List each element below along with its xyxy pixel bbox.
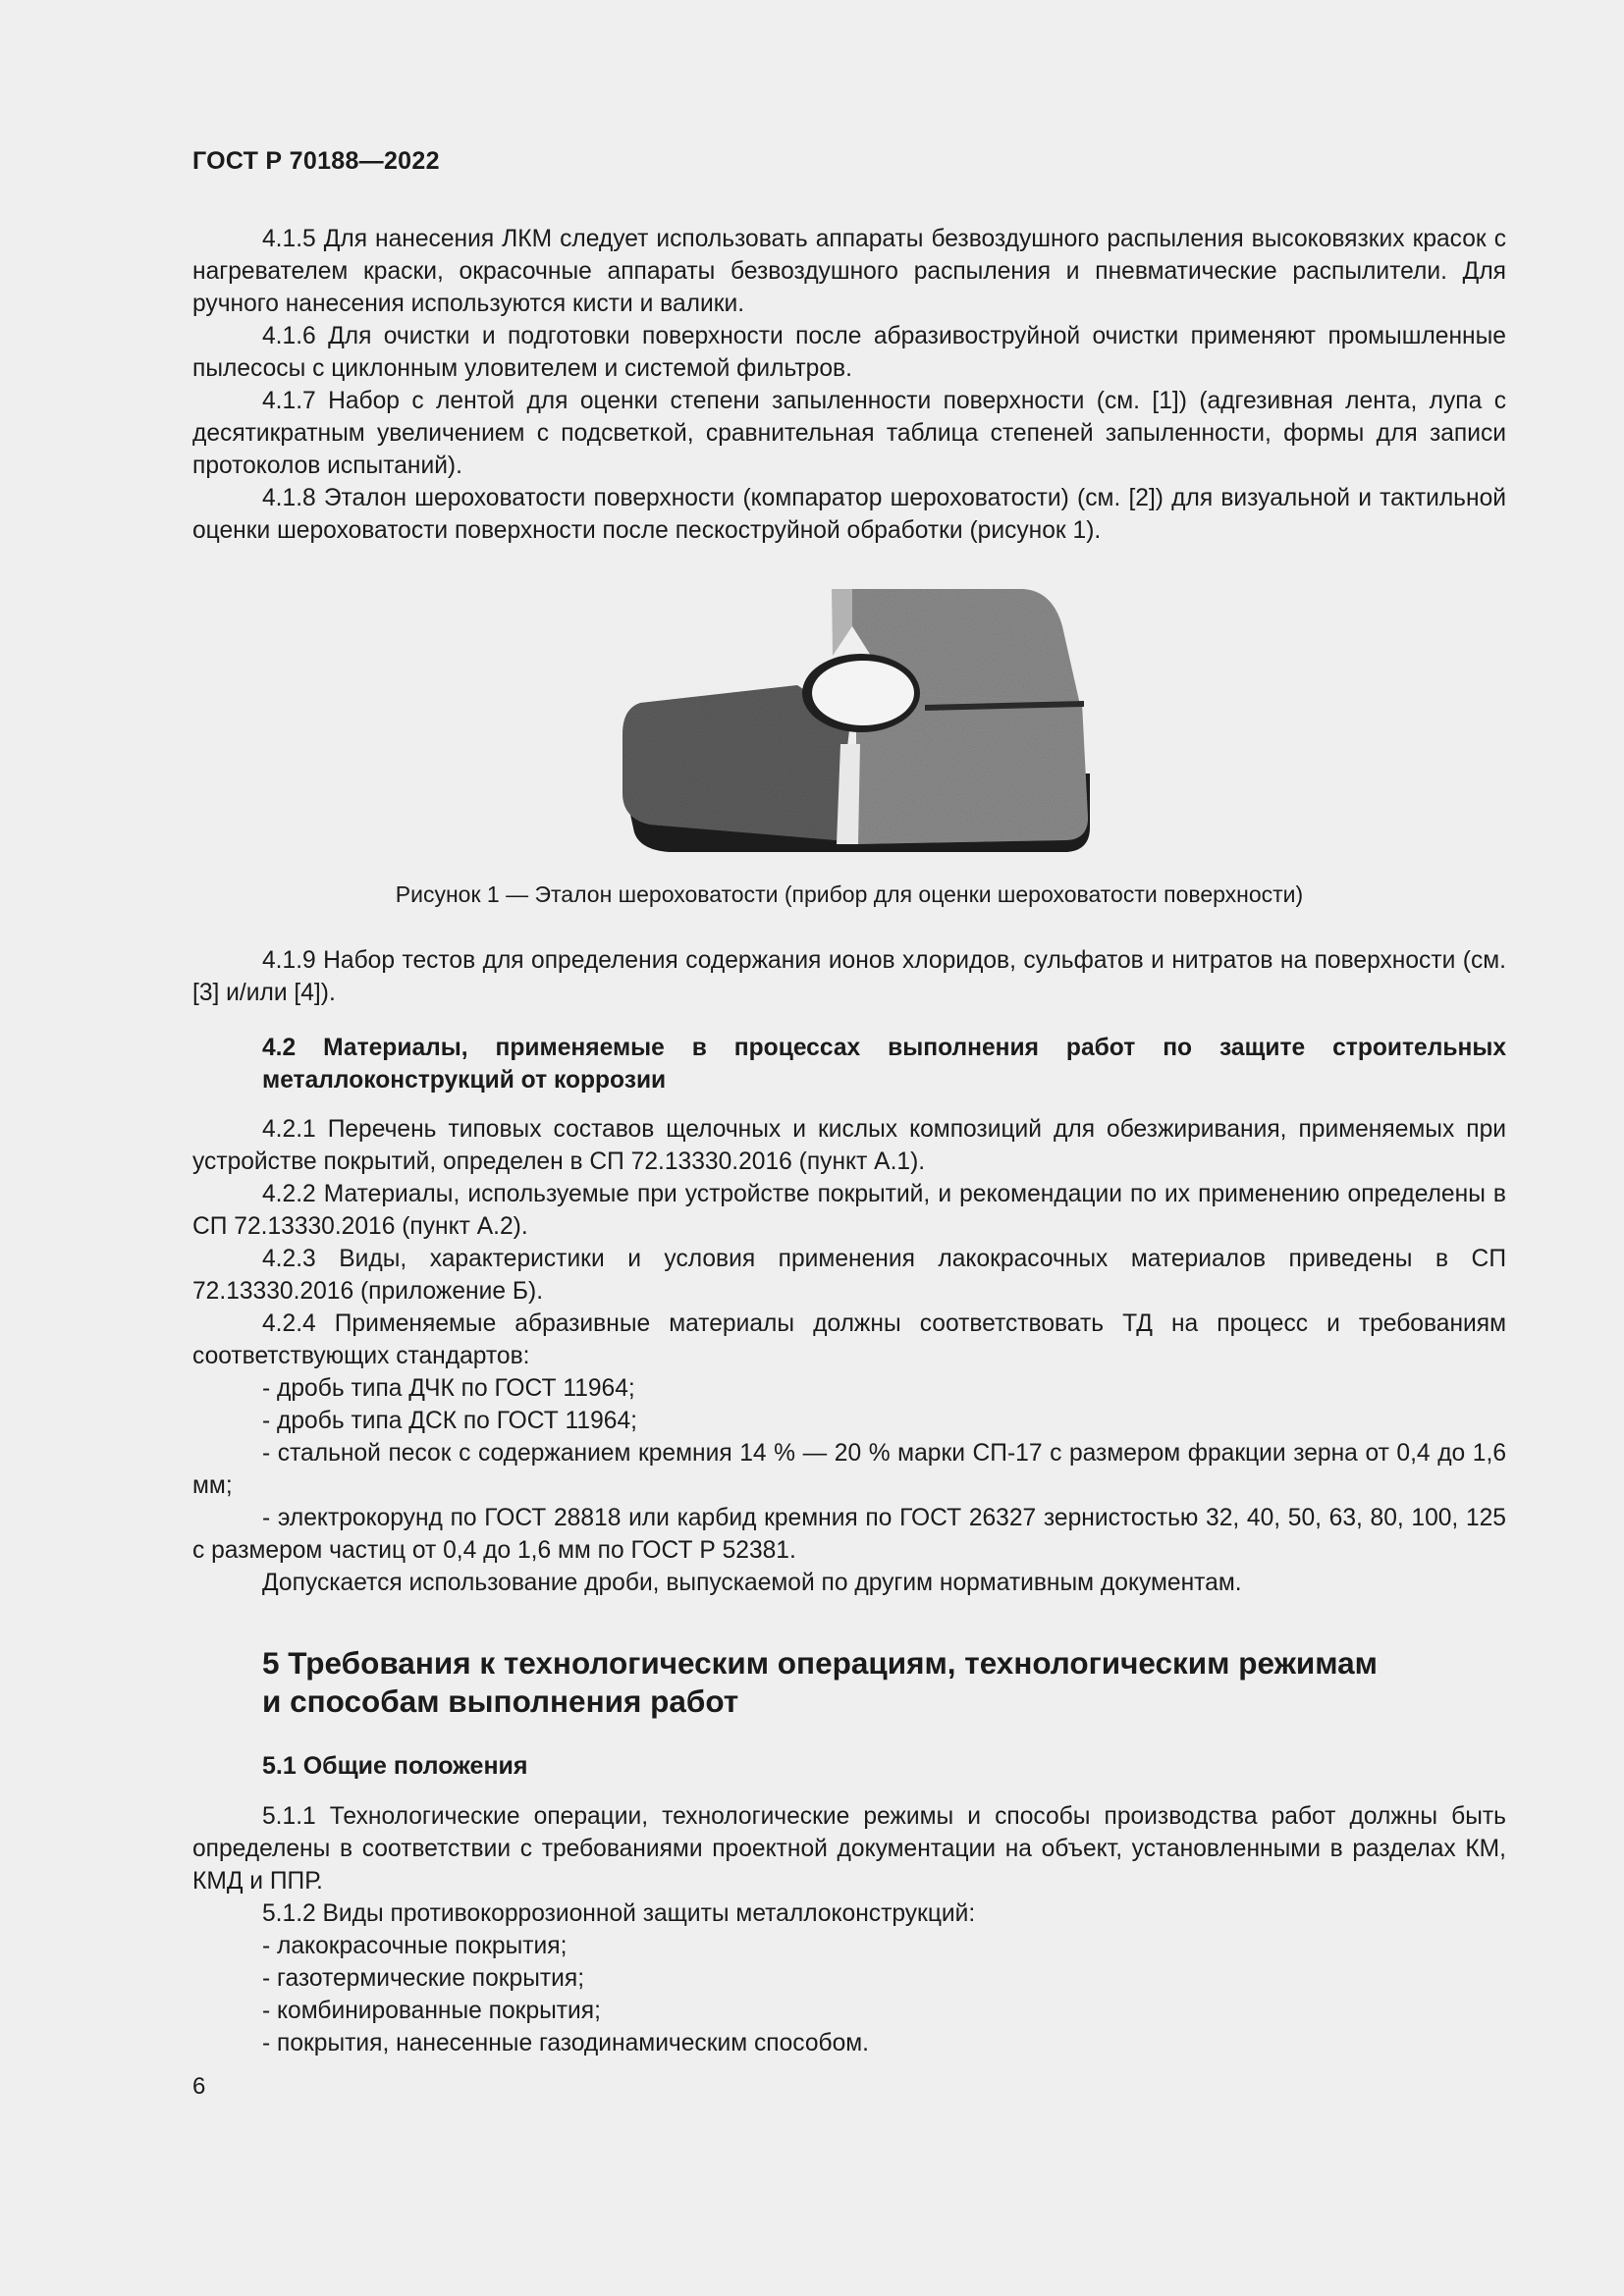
section-4-2-title: 4.2 Материалы, применяемые в процессах выполнения работ по защите строительных металлоконструкций от коррозии bbox=[262, 1035, 1506, 1094]
section-5-title-line-2: и способам выполнения работ bbox=[262, 1683, 739, 1719]
section-5-1 bbox=[192, 1800, 1506, 2059]
paragraph-5-1-2: 5.1.2 Виды противокоррозионной защиты металлоконструкций: bbox=[262, 1900, 976, 1927]
paragraph-4-1-5: 4.1.5 Для нанесения ЛКМ следует использовать аппараты безвоздушного распыления высоковязких красок с нагревателем краски, окрасочные аппараты безвоздушного распыления и пневматические распылители. Для ручного нанесения используются кисти и валики. bbox=[192, 226, 1506, 317]
list-item: - стальной песок с содержанием кремния 14 % — 20 % марки СП-17 с размером фракции зерна от 0,4 до 1,6 мм; bbox=[192, 1440, 1506, 1499]
paragraph-4-2-3: 4.2.3 Виды, характеристики и условия применения лакокрасочных материалов приведены в СП 72.13330.2016 (приложение Б). bbox=[192, 1246, 1506, 1305]
paragraph-5-1-1: 5.1.1 Технологические операции, технологические режимы и способы производства работ должны быть определены в соответствии с требованиями проектной документации на объект, установленными в разделах КМ, КМД и ППР. bbox=[192, 1803, 1506, 1895]
roughness-comparator-image bbox=[611, 587, 1092, 858]
section-5-1-title: 5.1 Общие положения bbox=[262, 1752, 528, 1780]
document-header: ГОСТ Р 70188—2022 bbox=[192, 147, 440, 175]
page-number: 6 bbox=[192, 2073, 206, 2100]
list-item: - лакокрасочные покрытия; bbox=[262, 1933, 568, 1959]
paragraph-4-2-1: 4.2.1 Перечень типовых составов щелочных и кислых композиций для обезжиривания, применяемых при устройстве покрытий, определен в СП 72.13330.2016 (пункт А.1). bbox=[192, 1116, 1506, 1175]
section-4-1-continued bbox=[192, 223, 1506, 547]
paragraph-4-1-9-block bbox=[192, 944, 1506, 1009]
figure-1-caption: Рисунок 1 — Эталон шероховатости (прибор для оценки шероховатости поверхности) bbox=[395, 881, 1304, 907]
paragraph-4-2-note: Допускается использование дроби, выпускаемой по другим нормативным документам. bbox=[262, 1570, 1242, 1596]
paragraph-4-1-6: 4.1.6 Для очистки и подготовки поверхности после абразивоструйной очистки применяют промышленные пылесосы с циклонным уловителем и системой фильтров. bbox=[192, 323, 1506, 382]
section-5-title-line-1: 5 Требования к технологическим операциям, технологическим режимам bbox=[262, 1645, 1378, 1681]
paragraph-4-1-9: 4.1.9 Набор тестов для определения содержания ионов хлоридов, сульфатов и нитратов на поверхности (см. [3] и/или [4]). bbox=[192, 947, 1506, 1006]
list-item: - комбинированные покрытия; bbox=[262, 1998, 601, 2024]
list-item: - покрытия, нанесенные газодинамическим способом. bbox=[262, 2030, 870, 2056]
list-item: - дробь типа ДЧК по ГОСТ 11964; bbox=[262, 1375, 635, 1402]
section-4-2 bbox=[192, 1032, 1506, 1599]
paragraph-4-2-2: 4.2.2 Материалы, используемые при устройстве покрытий, и рекомендации по их применению определены в СП 72.13330.2016 (пункт А.2). bbox=[192, 1181, 1506, 1240]
paragraph-4-2-4: 4.2.4 Применяемые абразивные материалы должны соответствовать ТД на процесс и требованиям соответствующих стандартов: bbox=[192, 1310, 1506, 1369]
section-5-title bbox=[262, 1644, 1499, 1721]
list-item: - электрокорунд по ГОСТ 28818 или карбид кремния по ГОСТ 26327 зернистостью 32, 40, 50, 63, 80, 100, 125 с размером частиц от 0,4 до 1,6 мм по ГОСТ Р 52381. bbox=[192, 1505, 1506, 1564]
paragraph-4-1-8: 4.1.8 Эталон шероховатости поверхности (компаратор шероховатости) (см. [2]) для визуальной и тактильной оценки шероховатости поверхности после пескоструйной обработки (рисунок 1). bbox=[192, 485, 1506, 544]
list-item: - газотермические покрытия; bbox=[262, 1965, 585, 1992]
paragraph-4-1-7: 4.1.7 Набор с лентой для оценки степени запыленности поверхности (см. [1]) (адгезивная лента, лупа с десятикратным увеличением с подсветкой, сравнительная таблица степеней запыленности, формы для записи протоколов испытаний). bbox=[192, 388, 1506, 479]
list-item: - дробь типа ДСК по ГОСТ 11964; bbox=[262, 1408, 637, 1434]
